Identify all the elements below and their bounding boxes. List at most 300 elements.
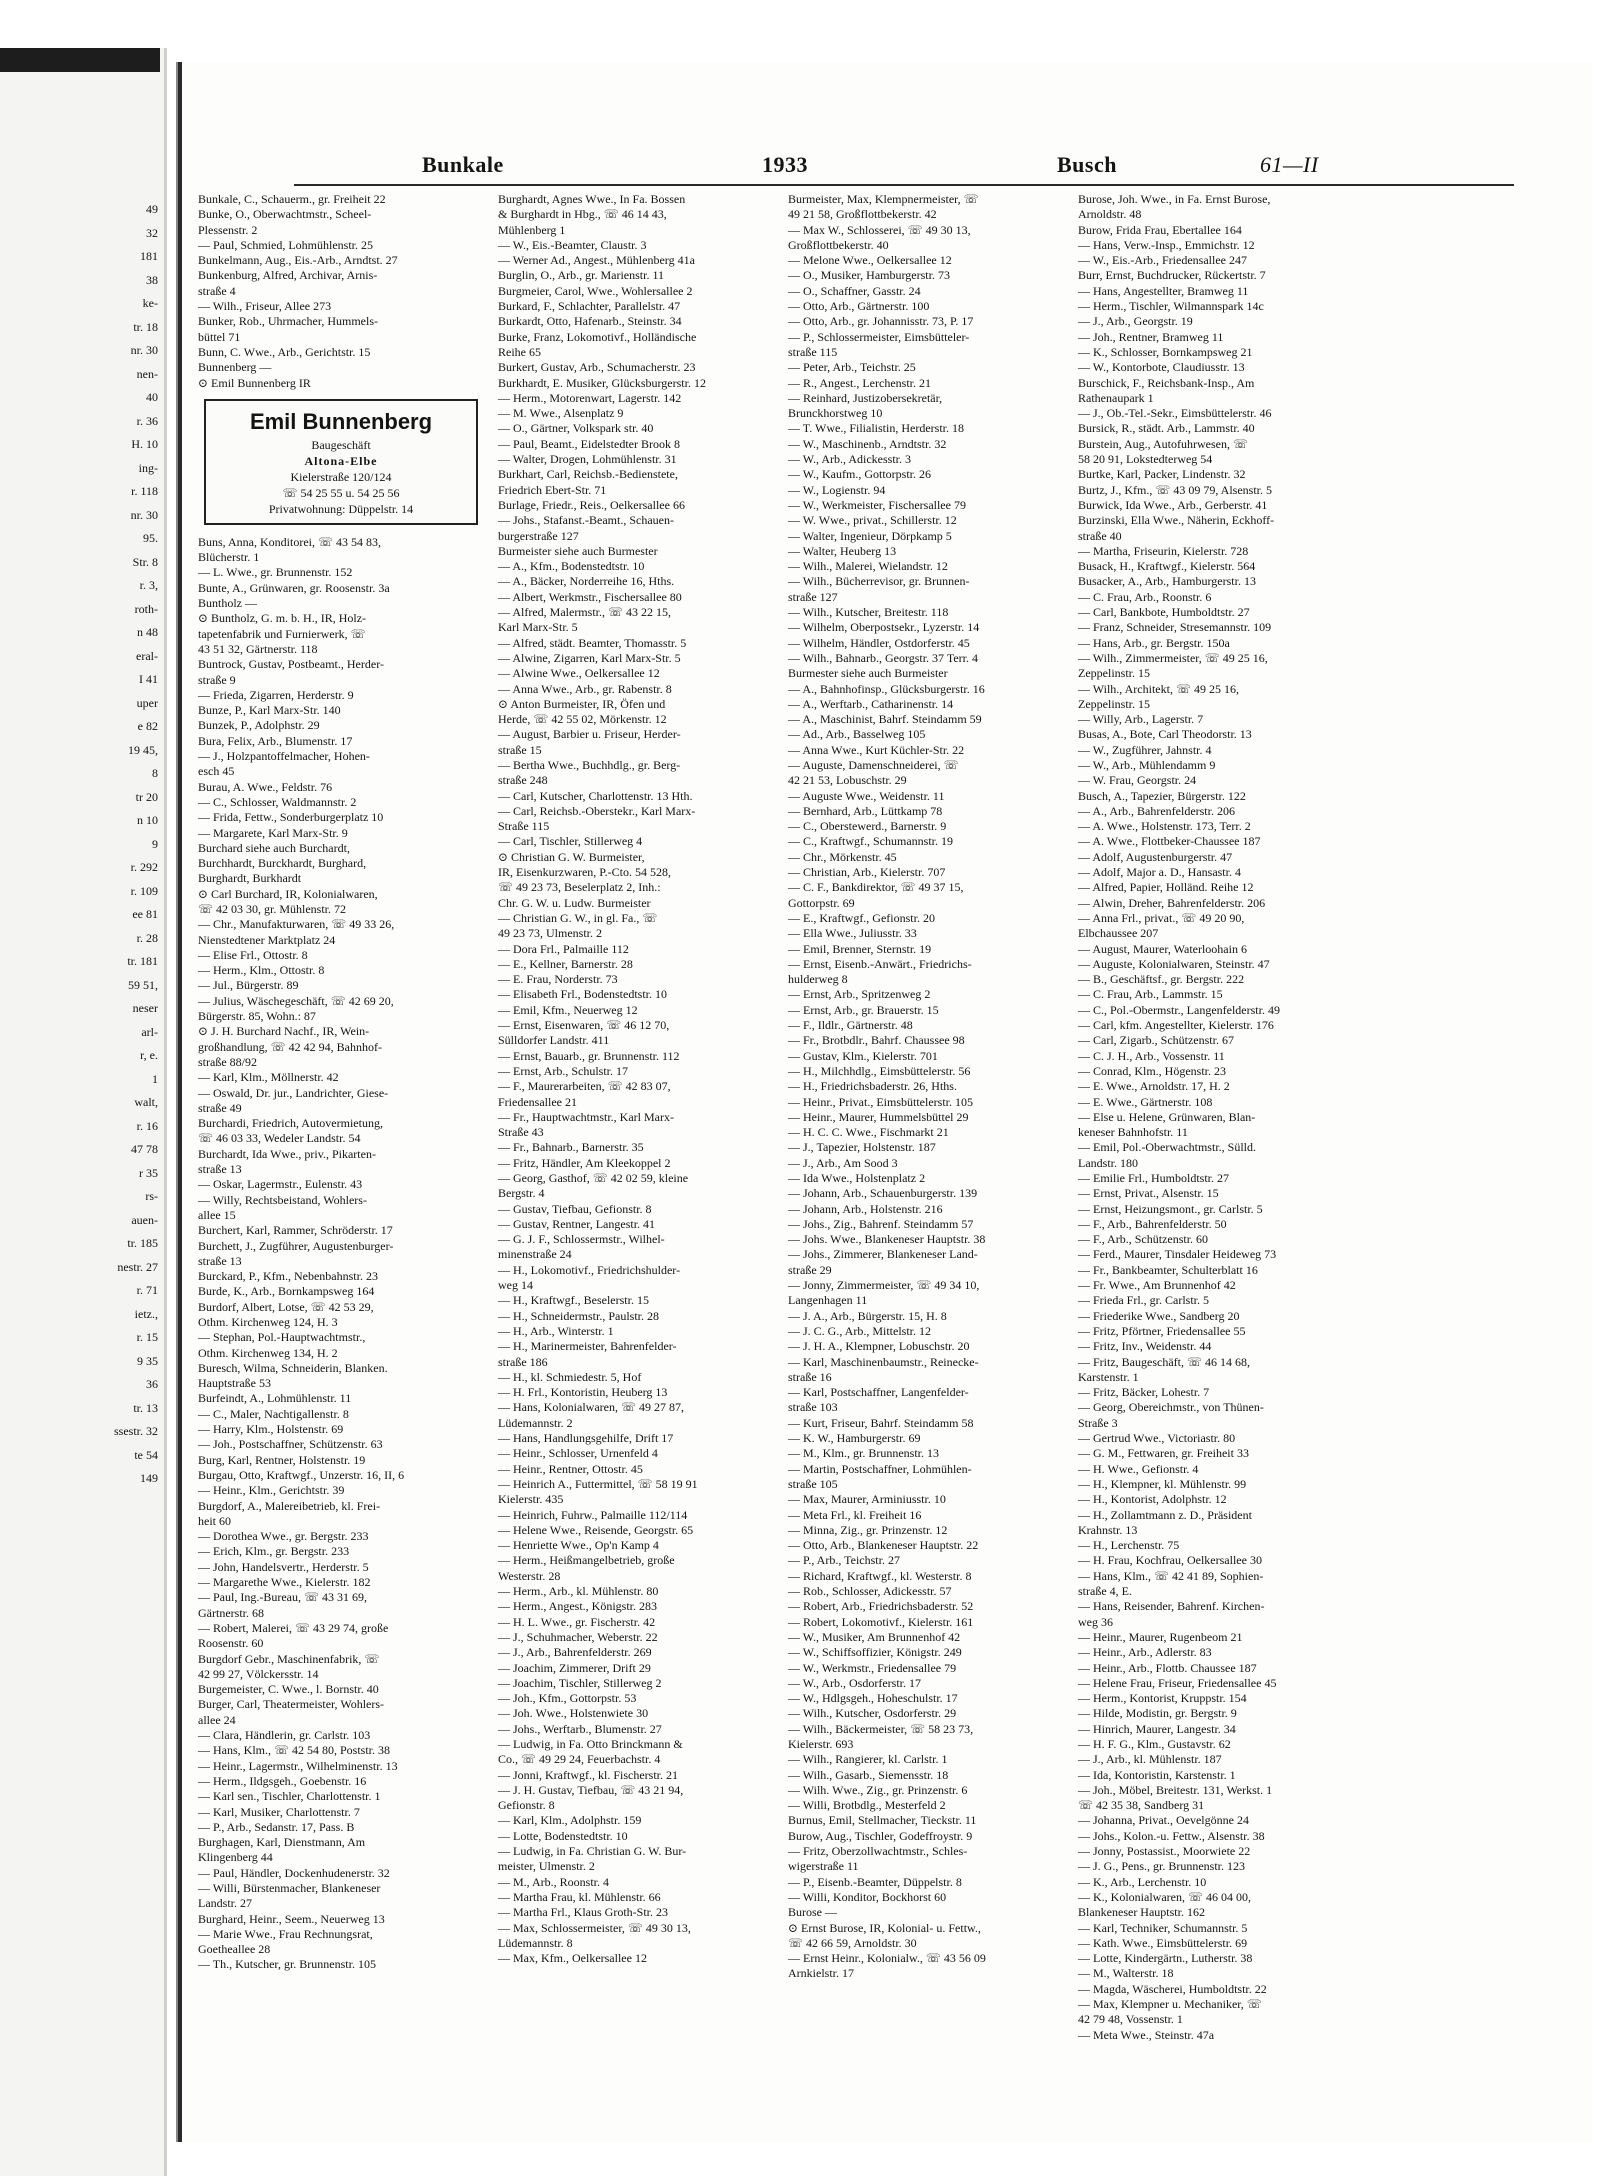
directory-entry-line: — Herm., Kontorist, Kruppstr. 154	[1078, 1691, 1247, 1706]
directory-entry-line: — T. Wwe., Filialistin, Herderstr. 18	[788, 421, 964, 436]
directory-entry-line: — Clara, Händlerin, gr. Carlstr. 103	[198, 1728, 371, 1743]
adjacent-page-fragment: n 48	[137, 625, 158, 639]
directory-entry-line: — Carl, kfm. Angestellter, Kielerstr. 176	[1078, 1018, 1274, 1033]
directory-entry-line: 49 23 73, Ulmenstr. 2	[498, 926, 602, 941]
directory-entry-line: Burgmeier, Carol, Wwe., Wohlersallee 2	[498, 283, 693, 298]
directory-entry-line: — Willy, Arb., Lagerstr. 7	[1078, 712, 1204, 727]
directory-entry-line: — Alfred, Papier, Holländ. Reihe 12	[1078, 880, 1254, 895]
directory-entry-line: — Dora Frl., Palmaille 112	[498, 941, 629, 956]
adjacent-page-fragment: tr 20	[135, 789, 158, 804]
directory-entry-line: 42 21 53, Lobuschstr. 29	[788, 773, 907, 788]
directory-entry-line: 42 99 27, Völckersstr. 14	[198, 1666, 319, 1681]
directory-entry-line: — J., Schuhmacher, Weberstr. 22	[498, 1629, 658, 1644]
directory-entry-line: — Lotte, Kindergärtn., Lutherstr. 38	[1078, 1951, 1253, 1966]
directory-entry-line: — Melone Wwe., Oelkersallee 12	[788, 253, 952, 268]
directory-entry-line: — Frida, Fettw., Sonderburgerplatz 10	[198, 810, 384, 825]
header-rule	[294, 184, 1514, 186]
directory-entry-line: — J., Arb., kl. Mühlenstr. 187	[1078, 1752, 1222, 1767]
directory-entry-line: Buntrock, Gustav, Postbeamt., Herder-	[198, 657, 384, 672]
adjacent-page-fragment: ee 81	[132, 907, 158, 921]
directory-entry-line: — Wilh., Architekt, ☏ 49 25 16,	[1078, 681, 1239, 696]
directory-entry-line: Burose, Joh. Wwe., in Fa. Ernst Burose,	[1078, 192, 1271, 206]
directory-entry-line: — H., Arb., Winterstr. 1	[498, 1323, 614, 1338]
directory-entry-line: — W., Maschinenb., Arndtstr. 32	[788, 436, 947, 451]
directory-entry-line: — Walter, Ingenieur, Dörpkamp 5	[788, 528, 952, 543]
adjacent-page-fragment: roth-	[134, 601, 158, 616]
directory-entry-line: — Johann, Arb., Schauenburgerstr. 139	[788, 1186, 978, 1201]
directory-entry-line: — Bernhard, Arb., Lüttkamp 78	[788, 803, 943, 818]
directory-entry-line: — Bertha Wwe., Buchhdlg., gr. Berg-	[498, 757, 681, 772]
directory-entry-line: esch 45	[198, 764, 235, 779]
directory-entry-line: — W. Frau, Georgstr. 24	[1078, 773, 1197, 788]
directory-entry-line: meister, Ulmenstr. 2	[498, 1859, 595, 1874]
directory-entry-line: Buresch, Wilma, Schneiderin, Blanken.	[198, 1360, 388, 1375]
directory-entry-line: büttel 71	[198, 329, 241, 344]
directory-entry-line: — John, Handelsvertr., Herderstr. 5	[198, 1559, 369, 1574]
directory-entry-line: — Richard, Kraftwgf., kl. Westerstr. 8	[788, 1568, 972, 1583]
ad-company-name: Emil Bunnenberg	[249, 408, 433, 434]
directory-entry-line: — A. Wwe., Holstenstr. 173, Terr. 2	[1078, 819, 1251, 834]
ad-phone: ☏ 54 25 55 u. 54 25 56	[282, 485, 400, 500]
directory-entry-line: — Willi, Bürstenmacher, Blankeneser	[198, 1880, 381, 1895]
directory-entry-line: Arnoldstr. 48	[1078, 207, 1142, 222]
directory-entry-line: — J., Arb., Am Sood 3	[788, 1155, 898, 1170]
directory-entry-line: — Paul, Ing.-Bureau, ☏ 43 31 69,	[198, 1590, 367, 1605]
directory-entry-line: — A., Arb., Bahrenfelderstr. 206	[1078, 803, 1235, 818]
directory-entry-line: — Henriette Wwe., Op'n Kamp 4	[498, 1538, 659, 1553]
directory-entry-line: — Johs. Wwe., Blankeneser Hauptstr. 38	[788, 1232, 986, 1247]
directory-entry-line: — A., Werftarb., Catharinenstr. 14	[788, 696, 954, 711]
directory-entry-line: — H. F. G., Klm., Gustavstr. 62	[1078, 1736, 1231, 1751]
directory-entry-line: — O., Gärtner, Volkspark str. 40	[498, 421, 654, 436]
directory-entry-line: ⊙ Buntholz, G. m. b. H., IR, Holz-	[198, 611, 367, 626]
directory-entry-line: — Meta Frl., kl. Freiheit 16	[788, 1507, 922, 1522]
directory-entry-line: Hauptstraße 53	[198, 1376, 271, 1391]
directory-entry-line: — W., Arb., Osdorferstr. 17	[788, 1675, 921, 1690]
directory-entry-line: Friedrich Ebert-Str. 71	[498, 482, 607, 497]
directory-entry-line: ⊙ Carl Burchard, IR, Kolonialwaren,	[198, 886, 378, 901]
directory-entry-line: — H., Kontorist, Adolphstr. 12	[1078, 1492, 1227, 1507]
directory-entry-line: — Ernst, Eisenwaren, ☏ 46 12 70,	[498, 1018, 670, 1033]
directory-entry-line: straße 115	[788, 344, 838, 359]
directory-entry-line: — Paul, Beamt., Eidelstedter Brook 8	[498, 436, 680, 451]
directory-entry-line: Reihe 65	[498, 344, 541, 359]
adjacent-page-fragment: r. 71	[136, 1283, 158, 1297]
directory-entry-line: — G. J. F., Schlossermstr., Wilhel-	[498, 1232, 665, 1247]
directory-entry-line: — B., Geschäftsf., gr. Bergstr. 222	[1078, 972, 1245, 987]
directory-entry-line: Burgdorf, A., Malereibetrieb, kl. Frei-	[198, 1498, 381, 1513]
directory-entry-line: — H., Kraftwgf., Beselerstr. 15	[498, 1293, 649, 1308]
directory-entry-line: — Lotte, Bodenstedtstr. 10	[498, 1828, 628, 1843]
directory-entry-line: straße 9	[198, 672, 236, 687]
directory-entry-line: straße 49	[198, 1100, 242, 1115]
directory-entry-line: Lüdemannstr. 8	[498, 1935, 573, 1950]
directory-page	[178, 62, 1592, 2142]
directory-entry-line: — A. Wwe., Flottbeker-Chaussee 187	[1078, 834, 1261, 849]
directory-entry-line: — Robert, Lokomotivf., Kielerstr. 161	[788, 1614, 974, 1629]
adjacent-page-fragment: 95.	[143, 531, 158, 545]
directory-entry-line: wigerstraße 11	[788, 1859, 859, 1874]
adjacent-page-fragment: walt,	[134, 1095, 158, 1109]
directory-entry-line: — Margarethe Wwe., Kielerstr. 182	[198, 1575, 371, 1590]
adjacent-page-edge	[0, 48, 167, 2176]
directory-entry-line: — Adolf, Major a. D., Hansastr. 4	[1078, 865, 1241, 880]
adjacent-page-fragment: r. 118	[131, 484, 158, 498]
directory-entry-line: — Max, Kfm., Oelkersallee 12	[498, 1951, 647, 1966]
adjacent-page-fragment: tr. 185	[127, 1236, 158, 1250]
directory-entry-line: Bürgerstr. 85, Wohn.: 87	[198, 1009, 316, 1024]
column-3	[784, 192, 1074, 2032]
directory-entry-line: ☏ 42 35 38, Sandberg 31	[1078, 1798, 1205, 1813]
directory-entry-line: — H., Lokomotivf., Friedrichshulder-	[498, 1262, 681, 1277]
directory-entry-line: — Margarete, Karl Marx-Str. 9	[198, 825, 348, 840]
directory-entry-line: Burkardt, Otto, Hafenarb., Steinstr. 34	[498, 314, 682, 329]
directory-entry-line: — Hilde, Modistin, gr. Bergstr. 9	[1078, 1706, 1237, 1721]
directory-entry-line: — Peter, Arb., Teichstr. 25	[788, 360, 916, 375]
directory-entry-line: — Walter, Drogen, Lohmühlenstr. 31	[498, 452, 677, 467]
directory-entry-line: — Oswald, Dr. jur., Landrichter, Giese-	[198, 1085, 389, 1100]
directory-entry-line: — Johs., Stafanst.-Beamt., Schauen-	[498, 513, 674, 528]
directory-entry-line: & Burghardt in Hbg., ☏ 46 14 43,	[498, 207, 667, 222]
adjacent-page-fragment: neser	[132, 1001, 158, 1015]
directory-entry-line: — Oskar, Lagermstr., Eulenstr. 43	[198, 1177, 363, 1192]
directory-entry-line: — Hinrich, Maurer, Langestr. 34	[1078, 1721, 1236, 1736]
directory-entry-line: — Wilh., Kutscher, Osdorferstr. 29	[788, 1706, 957, 1721]
directory-entry-line: — Ernst, Arb., Schulstr. 17	[498, 1063, 629, 1078]
directory-entry-line: — M., Arb., Roonstr. 4	[498, 1874, 610, 1889]
directory-entry-line: — O., Musiker, Hamburgerstr. 73	[788, 268, 950, 283]
directory-entry-line: — J., Tapezier, Holstenstr. 187	[788, 1140, 936, 1155]
directory-entry-line: — Heinr., Arb., Adlerstr. 83	[1078, 1645, 1212, 1660]
directory-entry-line: — W., Kontorbote, Claudiusstr. 13	[1078, 360, 1245, 375]
directory-entry-line: 49 21 58, Großflottbekerstr. 42	[788, 207, 937, 222]
directory-entry-line: Burgdorf Gebr., Maschinenfabrik, ☏	[198, 1651, 380, 1666]
directory-entry-line: Burtke, Karl, Packer, Lindenstr. 32	[1078, 467, 1246, 482]
directory-entry-line: — Ernst, Eisenb.-Anwärt., Friedrichs-	[788, 956, 972, 971]
adjacent-page-fragment: nen-	[136, 366, 158, 381]
adjacent-page-fragment: tr. 18	[133, 319, 158, 334]
directory-entry-line: Busas, A., Bote, Carl Theodorstr. 13	[1078, 727, 1252, 742]
directory-entry-line: — Wilh. Wwe., Zig., gr. Prinzenstr. 6	[788, 1782, 968, 1797]
directory-entry-line: — Fritz, Oberzollwachtmstr., Schles-	[788, 1844, 968, 1859]
adjacent-page-fragment: r. 109	[130, 883, 158, 898]
directory-entry-line: — Christian, Arb., Kielerstr. 707	[788, 865, 946, 880]
directory-entry-line: — Heinr., Schlosser, Urnenfeld 4	[498, 1446, 658, 1461]
directory-entry-line: — C. F., Bankdirektor, ☏ 49 37 15,	[788, 880, 964, 895]
directory-entry-line: — Th., Kutscher, gr. Brunnenstr. 105	[198, 1957, 376, 1972]
directory-entry-line: burgerstraße 127	[498, 528, 579, 543]
directory-entry-line: weg 36	[1078, 1614, 1113, 1629]
directory-entry-line: Sülldorfer Landstr. 411	[498, 1033, 610, 1048]
directory-entry-line: — W. Wwe., privat., Schillerstr. 12	[788, 513, 957, 528]
adjacent-page-fragment: 47 78	[131, 1142, 158, 1156]
directory-entry-line: — Friederike Wwe., Sandberg 20	[1078, 1308, 1240, 1323]
directory-entry-line: — Auguste, Kolonialwaren, Steinstr. 47	[1078, 956, 1270, 971]
directory-entry-line: Burckard, P., Kfm., Nebenbahnstr. 23	[198, 1269, 378, 1284]
directory-entry-line: — C. Frau, Arb., Lammstr. 15	[1078, 987, 1223, 1002]
directory-entry-line: — Heinr., Klm., Gerichtstr. 39	[198, 1483, 345, 1498]
adjacent-page-fragment: r, e.	[140, 1048, 158, 1062]
directory-entry-line: ⊙ Emil Bunnenberg IR	[198, 375, 311, 390]
adjacent-page-fragment: nr. 30	[130, 507, 158, 522]
directory-entry-line: — Rob., Schlosser, Adickesstr. 57	[788, 1584, 952, 1599]
directory-entry-line: — Georg, Obereichmstr., von Thünen-	[1078, 1400, 1264, 1415]
directory-entry-line: — Paul, Schmied, Lohmühlenstr. 25	[198, 237, 373, 252]
directory-entry-line: Bunzek, P., Adolphstr. 29	[198, 718, 320, 733]
directory-entry-line: Plessenstr. 2	[198, 222, 258, 237]
directory-entry-line: — Otto, Arb., Gärtnerstr. 100	[788, 299, 930, 314]
directory-entry-line: — Joachim, Tischler, Stillerweg 2	[498, 1675, 662, 1690]
directory-entry-line: Bunnenberg —	[198, 360, 272, 375]
adjacent-page-fragment: 38	[146, 272, 158, 287]
directory-entry-line: Karstenstr. 1	[1078, 1369, 1139, 1384]
directory-entry-line: Burschick, F., Reichsbank-Insp., Am	[1078, 375, 1255, 390]
directory-entry-line: minenstraße 24	[498, 1247, 572, 1262]
directory-entry-line: — Wilh., Bücherrevisor, gr. Brunnen-	[788, 574, 970, 589]
directory-entry-line: — H. Frau, Kochfrau, Oelkersallee 30	[1078, 1553, 1262, 1568]
directory-entry-line: Burose —	[788, 1905, 837, 1920]
directory-entry-line: Burgau, Otto, Kraftwgf., Unzerstr. 16, II, 6	[198, 1467, 405, 1482]
directory-entry-line: — H. Frl., Kontoristin, Heuberg 13	[498, 1385, 668, 1400]
directory-entry-line: — C., Schlosser, Waldmannstr. 2	[198, 794, 357, 809]
directory-entry-line: — Wilh., Kutscher, Breitestr. 118	[788, 605, 949, 620]
directory-entry-line: — Kurt, Friseur, Bahrf. Steindamm 58	[788, 1415, 974, 1430]
adjacent-page-fragment: 19 45,	[128, 742, 158, 757]
directory-entry-line: — K., Kolonialwaren, ☏ 46 04 00,	[1078, 1889, 1251, 1904]
directory-entry-line: — Helene Frau, Friseur, Friedensallee 45	[1078, 1675, 1277, 1690]
directory-entry-line: — Jonny, Zimmermeister, ☏ 49 34 10,	[788, 1278, 980, 1293]
directory-entry-line: ⊙ Christian G. W. Burmeister,	[498, 849, 645, 864]
directory-entry-line: keneser Bahnhofstr. 11	[1078, 1125, 1188, 1140]
directory-entry-line: ⊙ Ernst Burose, IR, Kolonial- u. Fettw.,	[788, 1920, 981, 1935]
directory-entry-line: — Elisabeth Frl., Bodenstedtstr. 10	[498, 987, 667, 1002]
directory-entry-line: — Gustav, Tiefbau, Gefionstr. 8	[498, 1201, 652, 1216]
directory-entry-line: — Alwine Wwe., Oelkersallee 12	[498, 666, 660, 681]
directory-entry-line: Bergstr. 4	[498, 1186, 545, 1201]
directory-entry-line: Gefionstr. 8	[498, 1798, 555, 1813]
directory-entry-line: — Franz, Schneider, Stresemannstr. 109	[1078, 620, 1272, 635]
directory-entry-line: — Carl, Zigarb., Schützenstr. 67	[1078, 1033, 1234, 1048]
directory-entry-line: — Wilhelm, Händler, Ostdorferstr. 45	[788, 635, 970, 650]
adjacent-page-fragment: tr. 13	[133, 1400, 158, 1415]
directory-entry-line: Burglin, O., Arb., gr. Marienstr. 11	[498, 268, 664, 283]
directory-entry-line: Mühlenberg 1	[498, 222, 566, 237]
directory-entry-line: Bunkelmann, Aug., Eis.-Arb., Arndtst. 27	[198, 253, 398, 268]
adjacent-page-fragment: H. 10	[131, 437, 158, 451]
directory-entry-line: — A., Maschinist, Bahrf. Steindamm 59	[788, 712, 982, 727]
directory-entry-line: — J., Arb., Georgstr. 19	[1078, 314, 1193, 329]
directory-entry-line: — Fritz, Baugeschäft, ☏ 46 14 68,	[1078, 1354, 1250, 1369]
directory-entry-line: Straße 43	[498, 1125, 544, 1140]
directory-entry-line: — Ernst, Heizungsmont., gr. Carlstr. 5	[1078, 1201, 1263, 1216]
adjacent-page-fragment: eral-	[136, 648, 158, 663]
directory-entry-line: — Fr., Brotbdlr., Bahrf. Chaussee 98	[788, 1033, 965, 1048]
directory-entry-line: Gärtnerstr. 68	[198, 1605, 264, 1620]
directory-entry-line: Burow, Frida Frau, Ebertallee 164	[1078, 222, 1242, 237]
directory-entry-line: Burlage, Friedr., Reis., Oelkersallee 66	[498, 497, 685, 512]
ad-address: Kielerstraße 120/124	[290, 469, 392, 484]
directory-entry-line: — W., Kaufm., Gottorpstr. 26	[788, 467, 931, 482]
directory-entry-line: — K., Arb., Lerchenstr. 10	[1078, 1874, 1207, 1889]
directory-entry-line: allee 15	[198, 1207, 236, 1222]
directory-entry-line: Straße 115	[498, 819, 550, 834]
directory-entry-line: — K., Schlosser, Bornkampsweg 21	[1078, 344, 1253, 359]
directory-entry-line: straße 29	[788, 1262, 832, 1277]
directory-entry-line: straße 4	[198, 283, 236, 298]
directory-entry-line: Burchardi, Friedrich, Autovermietung,	[198, 1116, 383, 1131]
directory-entry-line: — Alfred, Malermstr., ☏ 43 22 15,	[498, 605, 671, 620]
directory-entry-line: — Karl, Musiker, Charlottenstr. 7	[198, 1804, 360, 1819]
column-1	[194, 192, 484, 2032]
directory-entry-line: — Herm., Heißmangelbetrieb, große	[498, 1553, 675, 1568]
directory-entry-line: Burghard, Heinr., Seem., Neuerweg 13	[198, 1911, 385, 1926]
directory-entry-line: Burger, Carl, Theatermeister, Wohlers-	[198, 1697, 385, 1712]
directory-entry-line: — Carl, Reichsb.-Oberstekr., Karl Marx-	[498, 803, 696, 818]
directory-entry-line: — Fr. Wwe., Am Brunnenhof 42	[1078, 1278, 1236, 1293]
directory-entry-line: — Ernst Heinr., Kolonialw., ☏ 43 56 09	[788, 1951, 986, 1966]
directory-entry-line: — Robert, Arb., Friedrichsbaderstr. 52	[788, 1599, 974, 1614]
directory-entry-line: — Werner Ad., Angest., Mühlenberg 41a	[498, 253, 695, 268]
directory-entry-line: straße 40	[1078, 528, 1122, 543]
directory-entry-line: — Max W., Schlosserei, ☏ 49 30 13,	[788, 222, 971, 237]
directory-entry-line: straße 88/92	[198, 1054, 257, 1069]
directory-entry-line: — Robert, Malerei, ☏ 43 29 74, große	[198, 1620, 389, 1635]
directory-entry-line: — Conrad, Klm., Högenstr. 23	[1078, 1063, 1226, 1078]
directory-entry-line: — Herm., Motorenwart, Lagerstr. 142	[498, 390, 682, 405]
directory-entry-line: — Herm., Arb., kl. Mühlenstr. 80	[498, 1584, 659, 1599]
directory-entry-line: Bursick, R., städt. Arb., Lammstr. 40	[1078, 421, 1255, 436]
directory-entry-line: Burwick, Ida Wwe., Arb., Gerberstr. 41	[1078, 497, 1268, 512]
directory-entry-line: — Otto, Arb., Blankeneser Hauptstr. 22	[788, 1538, 979, 1553]
adjacent-page-fragment: ing-	[138, 460, 158, 475]
directory-entry-line: ☏ 49 23 73, Beselerplatz 2, Inh.:	[498, 880, 661, 895]
directory-entry-line: Burkhart, Carl, Reichsb.-Bedienstete,	[498, 467, 678, 482]
directory-entry-line: — J., Arb., Bahrenfelderstr. 269	[498, 1645, 652, 1660]
directory-entry-line: — Reinhard, Justizobersekretär,	[788, 390, 943, 405]
directory-entry-line: — E. Wwe., Gärtnerstr. 108	[1078, 1094, 1213, 1109]
directory-entry-line: Roosenstr. 60	[198, 1636, 264, 1651]
directory-entry-line: Krahnstr. 13	[1078, 1522, 1138, 1537]
directory-entry-line: — Karl sen., Tischler, Charlottenstr. 1	[198, 1789, 381, 1804]
directory-entry-line: — August, Barbier u. Friseur, Herder-	[498, 727, 681, 742]
directory-entry-line: Arnkielstr. 17	[788, 1966, 854, 1981]
directory-entry-line: — J. H. Gustav, Tiefbau, ☏ 43 21 94,	[498, 1782, 684, 1797]
directory-entry-line: Friedensallee 21	[498, 1094, 577, 1109]
directory-entry-line: — Chr., Mörkenstr. 45	[788, 849, 897, 864]
directory-entry-line: Burtz, J., Kfm., ☏ 43 09 79, Alsenstr. 5	[1078, 482, 1273, 497]
directory-entry-line: — Gertrud Wwe., Victoriastr. 80	[1078, 1431, 1236, 1446]
directory-entry-line: ☏ 42 03 30, gr. Mühlenstr. 72	[198, 901, 347, 916]
header-first-entry: Bunkale	[422, 152, 504, 177]
adjacent-page-fragment: 149	[140, 1471, 158, 1485]
directory-entry-line: — Otto, Arb., gr. Johannisstr. 73, P. 17	[788, 314, 974, 329]
directory-entry-line: — Erich, Klm., gr. Bergstr. 233	[198, 1544, 350, 1559]
directory-entry-line: ☏ 46 03 33, Wedeler Landstr. 54	[198, 1131, 361, 1146]
directory-entry-line: tapetenfabrik und Furnierwerk, ☏	[198, 626, 366, 641]
directory-entry-line: — G. M., Fettwaren, gr. Freiheit 33	[1078, 1446, 1249, 1461]
directory-entry-line: — Frieda Frl., gr. Carlstr. 5	[1078, 1293, 1209, 1308]
directory-entry-line: — Fr., Bankbeamter, Schulterblatt 16	[1078, 1262, 1258, 1277]
directory-entry-line: Burchert, Karl, Rammer, Schröderstr. 17	[198, 1223, 393, 1238]
adjacent-page-fragment: 9	[152, 836, 158, 851]
directory-entry-line: — J. H. A., Klempner, Lobuschstr. 20	[788, 1339, 970, 1354]
directory-entry-line: — August, Maurer, Waterloohain 6	[1078, 941, 1247, 956]
directory-entry-line: — Magda, Wäscherei, Humboldtstr. 22	[1078, 1981, 1267, 1996]
directory-entry-line: — J. A., Arb., Bürgerstr. 15, H. 8	[788, 1308, 947, 1323]
adjacent-page-fragment: 9 35	[137, 1353, 158, 1368]
directory-entry-line: — W., Arb., Mühlendamm 9	[1078, 757, 1216, 772]
directory-entry-line: Zeppelinstr. 15	[1078, 696, 1150, 711]
directory-entry-line: — Carl, Bankbote, Humboldtstr. 27	[1078, 605, 1250, 620]
directory-entry-line: — F., Maurerarbeiten, ☏ 42 83 07,	[498, 1079, 671, 1094]
directory-entry-line: — Christian G. W., in gl. Fa., ☏	[498, 910, 658, 925]
directory-entry-line: — H., Marinermeister, Bahrenfelder-	[498, 1339, 677, 1354]
directory-entry-line: heit 60	[198, 1513, 231, 1528]
directory-entry-line: — C. Frau, Arb., Roonstr. 6	[1078, 589, 1212, 604]
directory-entry-line: — E., Kellner, Barnerstr. 28	[498, 956, 633, 971]
directory-entry-line: — Anna Frl., privat., ☏ 49 20 90,	[1078, 910, 1245, 925]
directory-entry-line: — Anna Wwe., Arb., gr. Rabenstr. 8	[498, 681, 672, 696]
directory-entry-line: — Wilh., Malerei, Wielandstr. 12	[788, 559, 948, 574]
directory-entry-line: straße 16	[788, 1369, 832, 1384]
directory-entry-line: Buntholz —	[198, 596, 257, 611]
directory-entry-line: Burghardt, Agnes Wwe., In Fa. Bossen	[498, 192, 686, 206]
directory-entry-line: Buns, Anna, Konditorei, ☏ 43 54 83,	[198, 534, 381, 549]
directory-entry-line: — Marie Wwe., Frau Rechnungsrat,	[198, 1926, 373, 1941]
adjacent-page-fragment: 59 51,	[128, 977, 158, 992]
directory-entry-line: Burke, Franz, Lokomotivf., Holländische	[498, 329, 697, 344]
adjacent-page-fragment: r. 3,	[139, 578, 158, 592]
directory-entry-line: — Emilie Frl., Humboldtstr. 27	[1078, 1171, 1230, 1185]
adjacent-page-fragment: auen-	[131, 1212, 158, 1227]
directory-entry-line: — C. J. H., Arb., Vossenstr. 11	[1078, 1048, 1225, 1063]
directory-entry-line: — Adolf, Augustenburgerstr. 47	[1078, 849, 1233, 864]
directory-entry-line: Burnus, Emil, Stellmacher, Tieckstr. 11	[788, 1813, 977, 1828]
directory-entry-line: — Ella Wwe., Juliusstr. 33	[788, 926, 917, 941]
directory-entry-line: — Fritz, Inv., Weidenstr. 44	[1078, 1339, 1212, 1354]
directory-entry-line: — Herm., Angest., Königstr. 283	[498, 1599, 657, 1614]
directory-entry-line: — Karl, Techniker, Schumannstr. 5	[1078, 1920, 1248, 1935]
directory-entry-line: — H., Lerchenstr. 75	[1078, 1538, 1180, 1553]
directory-entry-line: — Ludwig, in Fa. Christian G. W. Bur-	[498, 1844, 687, 1859]
directory-entry-line: Burghagen, Karl, Dienstmann, Am	[198, 1835, 366, 1850]
directory-entry-line: — W., Werkmeister, Fischersallee 79	[788, 497, 966, 512]
directory-entry-line: — K. W., Hamburgerstr. 69	[788, 1431, 921, 1446]
directory-entry-line: Burr, Ernst, Buchdrucker, Rückertstr. 7	[1078, 268, 1266, 283]
directory-entry-line: — Karl, Klm., Möllnerstr. 42	[198, 1070, 339, 1085]
directory-entry-line: — Ernst, Bauarb., gr. Brunnenstr. 112	[498, 1048, 680, 1063]
directory-entry-line: — Martin, Postschaffner, Lohmühlen-	[788, 1461, 972, 1476]
directory-entry-line: Landstr. 180	[1078, 1155, 1138, 1170]
directory-entry-line: — Hans, Arb., gr. Bergstr. 150a	[1078, 635, 1230, 650]
directory-entry-line: — J., Holzpantoffelmacher, Hohen-	[198, 749, 370, 764]
adjacent-page-fragment: 36	[146, 1377, 158, 1391]
directory-entry-line: Burmeister siehe auch Burmester	[498, 543, 658, 558]
directory-entry-line: Burchhardt, Burckhardt, Burghard,	[198, 856, 367, 871]
directory-entry-line: Bunze, P., Karl Marx-Str. 140	[198, 703, 341, 718]
directory-entry-line: 58 20 91, Lokstedterweg 54	[1078, 452, 1213, 467]
directory-entry-line: — H. C. C. Wwe., Fischmarkt 21	[788, 1125, 949, 1140]
directory-entry-line: — Joachim, Zimmerer, Drift 29	[498, 1660, 651, 1675]
directory-entry-line: — C., Pol.-Obermstr., Langenfelderstr. 49	[1078, 1002, 1280, 1017]
adjacent-page-fragment: tr. 181	[127, 954, 158, 968]
directory-entry-line: — A., Bäcker, Norderreihe 16, Hths.	[498, 574, 675, 589]
directory-entry-line: — Hans, Klm., ☏ 42 41 89, Sophien-	[1078, 1568, 1264, 1583]
directory-entry-line: Zeppelinstr. 15	[1078, 666, 1150, 681]
directory-entry-line: — H. Wwe., Gefionstr. 4	[1078, 1461, 1199, 1476]
directory-entry-line: ⊙ J. H. Burchard Nachf., IR, Wein-	[198, 1024, 370, 1039]
adjacent-page-fragment: ssestr. 32	[113, 1424, 158, 1438]
